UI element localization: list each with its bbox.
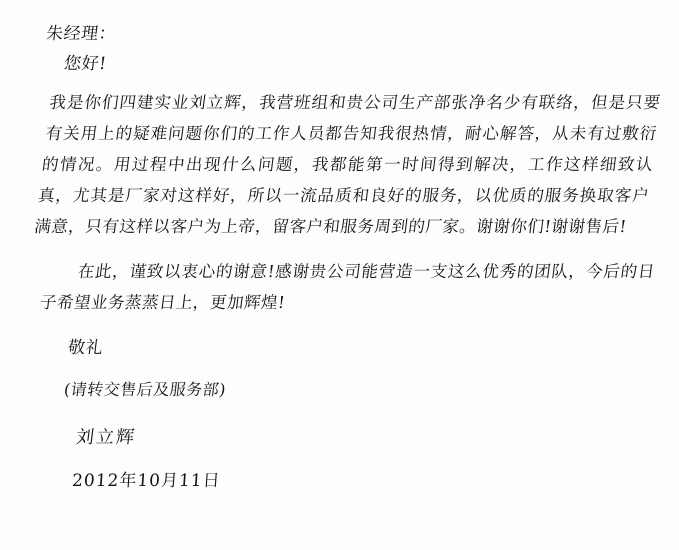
letter-routing-note: (请转交售后及服务部) (62, 379, 228, 399)
letter-date-text: 2012年10月11日 (71, 470, 222, 491)
letter-signature: 刘立辉 (74, 426, 138, 448)
letter-salutation: 朱经理： (44, 24, 118, 44)
letter-greeting: 您好! (62, 53, 108, 74)
letter-closing: 敬礼 (66, 338, 105, 358)
letter-body-paragraph-2: 在此，谨致以衷心的谢意!感谢贵公司能营造一支这么优秀的团队，今后的日子希望业务蒸蒸日上，更加辉煌! (38, 262, 657, 312)
letter-body-paragraph-1: 我是你们四建实业刘立辉，我营班组和贵公司生产部张净名少有联络，但是只要有关用上的疑难问题你们的工作人员都告知我很热情，耐心解答，从未有过敷衍的情况。用过程中出现什么问题，我都能第一时间得到解决，工作这样细致认真，尤其是厂家对这样好，所以一流品质和良好的服务，以优质的服务换取客户满意，只有这样以客户为上帝，留客户和服务周到的厂家。谢谢你们!谢谢售后! (33, 93, 662, 236)
letter-date (72, 469, 653, 495)
